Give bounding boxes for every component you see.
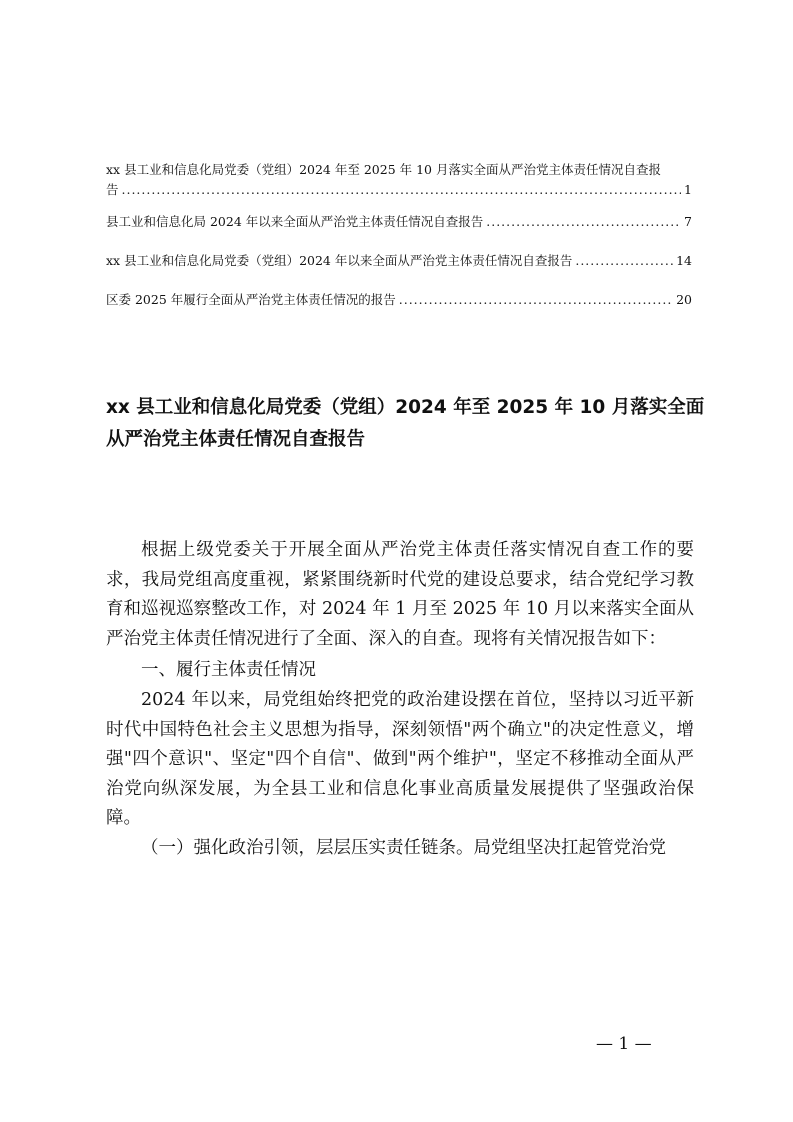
toc-entry[interactable] (106, 251, 692, 271)
toc-entry[interactable] (106, 160, 692, 200)
toc-entry-title: xx 县工业和信息化局党委（党组）2024 年至 2025 年 10 月落实全面从严治党主体责任情况自查报 (106, 162, 661, 177)
toc-leader-dots (122, 180, 682, 200)
toc-leader-dots (486, 212, 681, 232)
table-of-contents (106, 160, 692, 310)
toc-entry[interactable] (106, 212, 692, 232)
toc-entry-title: xx 县工业和信息化局党委（党组）2024 年以来全面从严治党主体责任情况自查报告 (106, 253, 573, 268)
toc-page-number: 14 (676, 253, 692, 268)
toc-page-number: 20 (676, 292, 692, 307)
toc-entry-title-continued: 告 (106, 182, 119, 197)
document-body (106, 536, 694, 863)
paragraph: （一）强化政治引领，层层压实责任链条。局党组坚决扛起管党治党 (141, 837, 666, 858)
toc-page-number: 1 (684, 182, 692, 197)
page-number: — 1 — (596, 1034, 652, 1054)
toc-entry-title: 县工业和信息化局 2024 年以来全面从严治党主体责任情况自查报告 (106, 214, 484, 229)
toc-leader-dots (575, 251, 673, 271)
document-title-line: xx 县工业和信息化局党委（党组）2024 年至 2025 年 10 月落实全面 (106, 397, 705, 418)
toc-entry[interactable] (106, 290, 692, 310)
toc-leader-dots (399, 290, 673, 310)
paragraph: 根据上级党委关于开展全面从严治党主体责任落实情况自查工作的要求，我局党组高度重视，紧紧围绕新时代党的建设总要求，结合党纪学习教育和巡视巡察整改工作，对 2024 年 1 月至 2025 年 10 月以来落实全面从严治党主体责任情况进行了全面、深入的自查。现将有关情况报告如下： (106, 540, 694, 649)
toc-page-number: 7 (684, 214, 692, 229)
section-title: 一、履行主体责任情况 (141, 660, 316, 680)
toc-entry-title: 区委 2025 年履行全面从严治党主体责任情况的报告 (106, 292, 396, 307)
document-title (106, 392, 705, 456)
paragraph: 2024 年以来，局党组始终把党的政治建设摆在首位，坚持以习近平新时代中国特色社会主义思想为指导，深刻领悟"两个确立"的决定性意义，增强"四个意识"、坚定"四个自信"、做到"两个维护"，坚定不移推动全面从严治党向纵深发展，为全县工业和信息化事业高质量发展提供了坚强政治保障。 (106, 690, 694, 828)
document-title-line: 从严治党主体责任情况自查报告 (106, 429, 366, 450)
